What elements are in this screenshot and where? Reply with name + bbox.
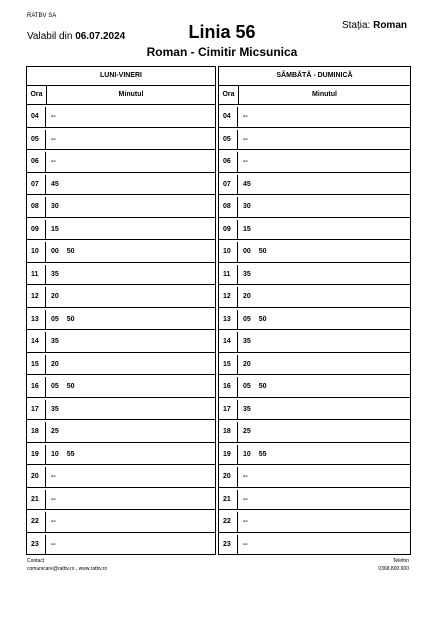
minutes-cell: 45: [51, 180, 59, 188]
minutes-cell: 35: [51, 338, 59, 345]
schedule-row: [27, 332, 215, 353]
minutes-cell: --: [51, 495, 56, 503]
contact-info: [27, 557, 107, 573]
hour-cell: 06: [219, 152, 238, 172]
minutes-cell: 20: [243, 360, 251, 368]
schedule-row: [27, 130, 215, 151]
hour-cell: 11: [27, 265, 46, 285]
schedule-row: [219, 422, 410, 443]
schedule-row: [219, 535, 410, 556]
contact-value: comunicare@ratbv.ro , www.ratbv.ro: [27, 566, 108, 572]
schedule-row: [27, 512, 215, 533]
minutes-cell: 15: [243, 225, 251, 233]
valid-label: Valabil din: [27, 31, 73, 42]
hour-cell: 08: [27, 197, 46, 217]
minutes-cell: 25: [51, 428, 59, 435]
hour-cell: 09: [219, 220, 238, 240]
schedule-row: [27, 175, 215, 196]
contact-label: Contact: [27, 558, 45, 564]
station-name: Roman: [373, 20, 407, 31]
schedule-row: [219, 310, 410, 331]
hour-cell: 22: [27, 512, 46, 532]
hour-cell: 21: [27, 490, 46, 510]
schedule-row: [27, 377, 215, 398]
minutes-cell: 15: [51, 225, 59, 233]
schedule-row: [27, 490, 215, 511]
hour-cell: 04: [219, 107, 238, 127]
station: [342, 20, 407, 31]
minutes-cell: 25: [243, 428, 251, 435]
minutes-cell: --: [243, 473, 248, 480]
hour-cell: 04: [27, 107, 46, 127]
hour-cell: 13: [27, 310, 46, 330]
schedule-row: [219, 197, 410, 218]
schedule-row: [219, 512, 410, 533]
schedule-row: [27, 220, 215, 241]
minutes-cell: 00 50: [51, 248, 75, 255]
minutes-cell: --: [51, 518, 56, 525]
weekend-schedule: [218, 66, 411, 555]
minutes-cell: --: [243, 135, 248, 143]
phone-label: Telefon: [392, 558, 409, 564]
hour-cell: 19: [219, 445, 238, 465]
hour-cell: 18: [27, 422, 46, 442]
schedule-row: [27, 310, 215, 331]
minutes-cell: 20: [243, 293, 251, 300]
hour-cell: 17: [219, 400, 238, 420]
schedule-row: [219, 490, 410, 511]
schedule-row: [219, 467, 410, 488]
hour-cell: 07: [219, 175, 238, 195]
schedule-row: [219, 400, 410, 421]
hour-cell: 23: [27, 535, 46, 556]
minutes-cell: 05 50: [51, 383, 75, 390]
schedule-row: [27, 445, 215, 466]
schedule-row: [27, 535, 215, 556]
minutes-cell: 35: [243, 338, 251, 345]
hour-cell: 09: [27, 220, 46, 240]
hour-cell: 05: [219, 130, 238, 150]
schedule-row: [219, 152, 410, 173]
hour-cell: 21: [219, 490, 238, 510]
hour-cell: 14: [219, 332, 238, 352]
minutes-cell: 00 50: [243, 248, 267, 255]
schedule-row: [219, 287, 410, 308]
hour-cell: 15: [27, 355, 46, 375]
hour-cell: 08: [219, 197, 238, 217]
minutes-cell: --: [51, 113, 56, 120]
route-name: Roman - Cimitir Micsunica: [146, 45, 298, 59]
schedule-row: [27, 287, 215, 308]
hour-cell: 05: [27, 130, 46, 150]
hour-cell: 20: [27, 467, 46, 487]
hour-cell: 13: [219, 310, 238, 330]
minutes-cell: 05 50: [243, 315, 267, 323]
schedule-row: [27, 265, 215, 286]
schedule-row: [27, 355, 215, 376]
weekend-title: SÂMBĂTĂ - DUMINICĂ: [219, 67, 410, 86]
valid-date: 06.07.2024: [75, 31, 126, 42]
minutes-cell: --: [51, 473, 56, 480]
schedule-row: [219, 242, 410, 263]
hour-cell: 10: [219, 242, 238, 262]
schedule-row: [219, 355, 410, 376]
schedule-row: [27, 107, 215, 128]
minutes-cell: 05 50: [243, 383, 267, 390]
schedule-row: [219, 107, 410, 128]
schedule-row: [27, 197, 215, 218]
schedule-row: [219, 265, 410, 286]
minutes-cell: --: [51, 540, 56, 548]
hour-cell: 14: [27, 332, 46, 352]
weekend-column-header: [219, 86, 410, 105]
hour-cell: 16: [219, 377, 238, 397]
hour-cell: 12: [27, 287, 46, 307]
company-name: RATBV SA: [27, 13, 57, 19]
minutes-cell: --: [51, 158, 56, 165]
hour-cell: 12: [219, 287, 238, 307]
minutes-cell: 20: [51, 293, 59, 300]
hour-cell: 18: [219, 422, 238, 442]
minutes-cell: 45: [243, 180, 251, 188]
minutes-cell: --: [243, 518, 248, 525]
phone-info: [378, 557, 409, 573]
minutes-cell: --: [243, 158, 248, 165]
hour-cell: 20: [219, 467, 238, 487]
hour-column-header: Ora: [27, 86, 47, 104]
minutes-cell: 30: [243, 203, 251, 210]
schedule-row: [27, 400, 215, 421]
minutes-cell: 20: [51, 360, 59, 368]
phone-value: 0368.800.600: [378, 566, 409, 572]
minutes-cell: --: [243, 495, 248, 503]
hour-cell: 11: [219, 265, 238, 285]
hour-cell: 15: [219, 355, 238, 375]
minutes-cell: --: [243, 540, 248, 548]
minutes-cell: --: [51, 135, 56, 143]
schedule-row: [219, 175, 410, 196]
minutes-cell: --: [243, 113, 248, 120]
weekday-rows: [27, 107, 215, 555]
schedule-row: [219, 332, 410, 353]
weekday-column-header: [27, 86, 215, 105]
station-label: Stația:: [341, 20, 371, 31]
hour-cell: 22: [219, 512, 238, 532]
minute-column-header: Minutul: [118, 91, 144, 98]
schedule-row: [219, 445, 410, 466]
minutes-cell: 10 55: [243, 450, 267, 458]
schedule-row: [27, 422, 215, 443]
hour-cell: 23: [219, 535, 238, 556]
minutes-cell: 10 55: [51, 450, 75, 458]
schedule-row: [219, 377, 410, 398]
minutes-cell: 05 50: [51, 315, 75, 323]
schedule-row: [27, 242, 215, 263]
line-title: Linia 56: [188, 22, 256, 42]
hour-cell: 07: [27, 175, 46, 195]
minute-column-header: Minutul: [312, 91, 337, 98]
minutes-cell: 35: [51, 405, 59, 413]
minutes-cell: 35: [243, 405, 251, 413]
hour-cell: 17: [27, 400, 46, 420]
schedule-row: [219, 130, 410, 151]
schedule-row: [27, 467, 215, 488]
weekday-schedule: [26, 66, 216, 555]
hour-cell: 06: [27, 152, 46, 172]
schedule-row: [219, 220, 410, 241]
hour-column-header: Ora: [219, 86, 239, 104]
hour-cell: 16: [27, 377, 46, 397]
weekend-rows: [219, 107, 410, 555]
minutes-cell: 30: [51, 203, 59, 210]
minutes-cell: 35: [51, 270, 59, 278]
hour-cell: 19: [27, 445, 46, 465]
hour-cell: 10: [27, 242, 46, 262]
minutes-cell: 35: [243, 270, 251, 278]
weekday-title: LUNI-VINERI: [27, 67, 215, 86]
schedule-row: [27, 152, 215, 173]
